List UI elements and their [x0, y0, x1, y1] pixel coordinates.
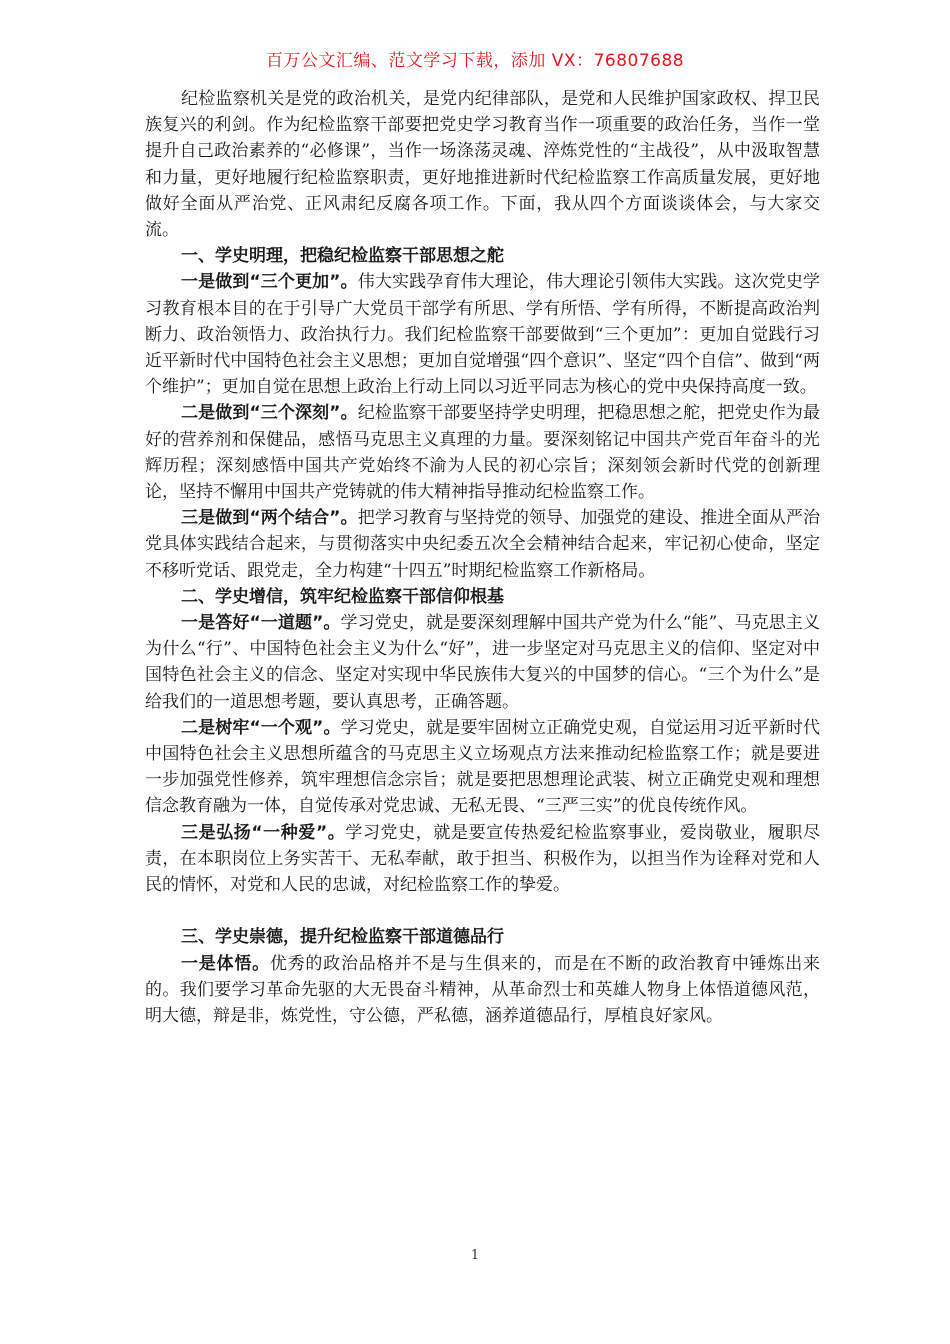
paragraph-3-text: 把学习教育与坚持党的领导、加强党的建设、推进全面从严治党具体实践结合起来，与贯彻落实中央纪委五次全会精神结合起来，牢记初心使命，坚定不移听党话、跟党走，全力构建“十四五”时期纪检监察工作新格局。 [145, 508, 820, 581]
paragraph-4-lead: 一是答好“一道题”。 [181, 613, 341, 634]
paragraph-1-text: 伟大实践孕育伟大理论，伟大理论引领伟大实践。这次党史学习教育根本目的在于引导广大党员干部学有所思、学有所悟、学有所得，不断提高政治判断力、政治领悟力、政治执行力。我们纪检监察干部要做到“三个更加”：更加自觉践行习近平新时代中国特色社会主义思想；更加自觉增强“四个意识”、坚定“四个自信”、做到“两个维护”；更加自觉在思想上政治上行动上同以习近平同志为核心的党中央保持高度一致。 [145, 272, 820, 398]
paragraph-5-text: 学习党史，就是要牢固树立正确党史观，自觉运用习近平新时代中国特色社会主义思想所蕴含的马克思主义立场观点方法来推动纪检监察工作；就是要进一步加强党性修养，筑牢理想信念宗旨；就是要把思想理论武装、树立正确党史观和理想信念教育融为一体，自觉传承对党忠诚、无私无畏、“三严三实”的优良传统作风。 [145, 717, 820, 817]
paragraph-4 [145, 610, 820, 715]
paragraph-3 [145, 505, 820, 584]
paragraph-3-lead: 三是做到“两个结合”。 [181, 508, 358, 529]
paragraph-2-lead: 二是做到“三个深刻”。 [181, 403, 358, 424]
blank-line [145, 898, 820, 924]
paragraph-1 [145, 269, 820, 400]
document-body [145, 86, 820, 1029]
section-heading-2: 二、学史增信，筑牢纪检监察干部信仰根基 [181, 586, 504, 607]
paragraph-4-text: 学习党史，就是要深刻理解中国共产党为什么“能”、马克思主义为什么“行”、中国特色社会主义为什么“好”，进一步坚定对马克思主义的信仰、坚定对中国特色社会主义的信念、坚定对实现中华民族伟大复兴的中国梦的信心。“三个为什么”是给我们的一道思想考题，要认真思考，正确答题。 [145, 613, 820, 712]
paragraph-7 [145, 951, 820, 1030]
section-heading-3: 三、学史崇德，提升纪检监察干部道德品行 [181, 927, 504, 948]
paragraph-6 [145, 820, 820, 899]
page-number: 1 [470, 1248, 480, 1263]
paragraph-1-lead: 一是做到“三个更加”。 [181, 272, 358, 293]
section-heading-1: 一、学史明理，把稳纪检监察干部思想之舵 [181, 246, 504, 267]
paragraph-2 [145, 400, 820, 505]
paragraph-6-lead: 三是弘扬“一种爱”。 [181, 822, 346, 843]
paragraph-2-text: 纪检监察干部要坚持学史明理，把稳思想之舵，把党史作为最好的营养剂和保健品，感悟马克思主义真理的力量。要深刻铭记中国共产党百年奋斗的光辉历程；深刻感悟中国共产党始终不渝为人民的初心宗旨；深刻领会新时代党的创新理论，坚持不懈用中国共产党铸就的伟大精神指导推动纪检监察工作。 [145, 403, 820, 503]
watermark-header: 百万公文汇编、范文学习下载，添加 VX：76807688 [265, 51, 685, 71]
paragraph-6-text: 学习党史，就是要宣传热爱纪检监察事业，爱岗敬业，履职尽责，在本职岗位上务实苦干、无私奉献，敢于担当、积极作为，以担当作为诠释对党和人民的情怀，对党和人民的忠诚，对纪检监察工作的挚爱。 [145, 822, 820, 896]
paragraph-7-text: 优秀的政治品格并不是与生俱来的，而是在不断的政治教育中锤炼出来的。我们要学习革命先驱的大无畏奋斗精神，从革命烈士和英雄人物身上体悟道德风范，明大德，辩是非，炼党性，守公德，严私德，涵养道德品行，厚植良好家风。 [145, 953, 821, 1026]
paragraph-7-lead: 一是体悟。 [181, 953, 270, 974]
paragraph-5-lead: 二是树牢“一个观”。 [181, 717, 341, 738]
intro-paragraph: 纪检监察机关是党的政治机关，是党内纪律部队，是党和人民维护国家政权、捍卫民族复兴的利剑。作为纪检监察干部要把党史学习教育当作一项重要的政治任务，当作一堂提升自己政治素养的“必修课”，当作一场涤荡灵魂、淬炼党性的“主战役”，从中汲取智慧和力量，更好地履行纪检监察职责，更好地推进新时代纪检监察工作高质量发展，更好地做好全面从严治党、正风肃纪反腐各项工作。下面，我从四个方面谈谈体会，与大家交流。 [145, 89, 820, 241]
paragraph-5 [145, 715, 820, 820]
